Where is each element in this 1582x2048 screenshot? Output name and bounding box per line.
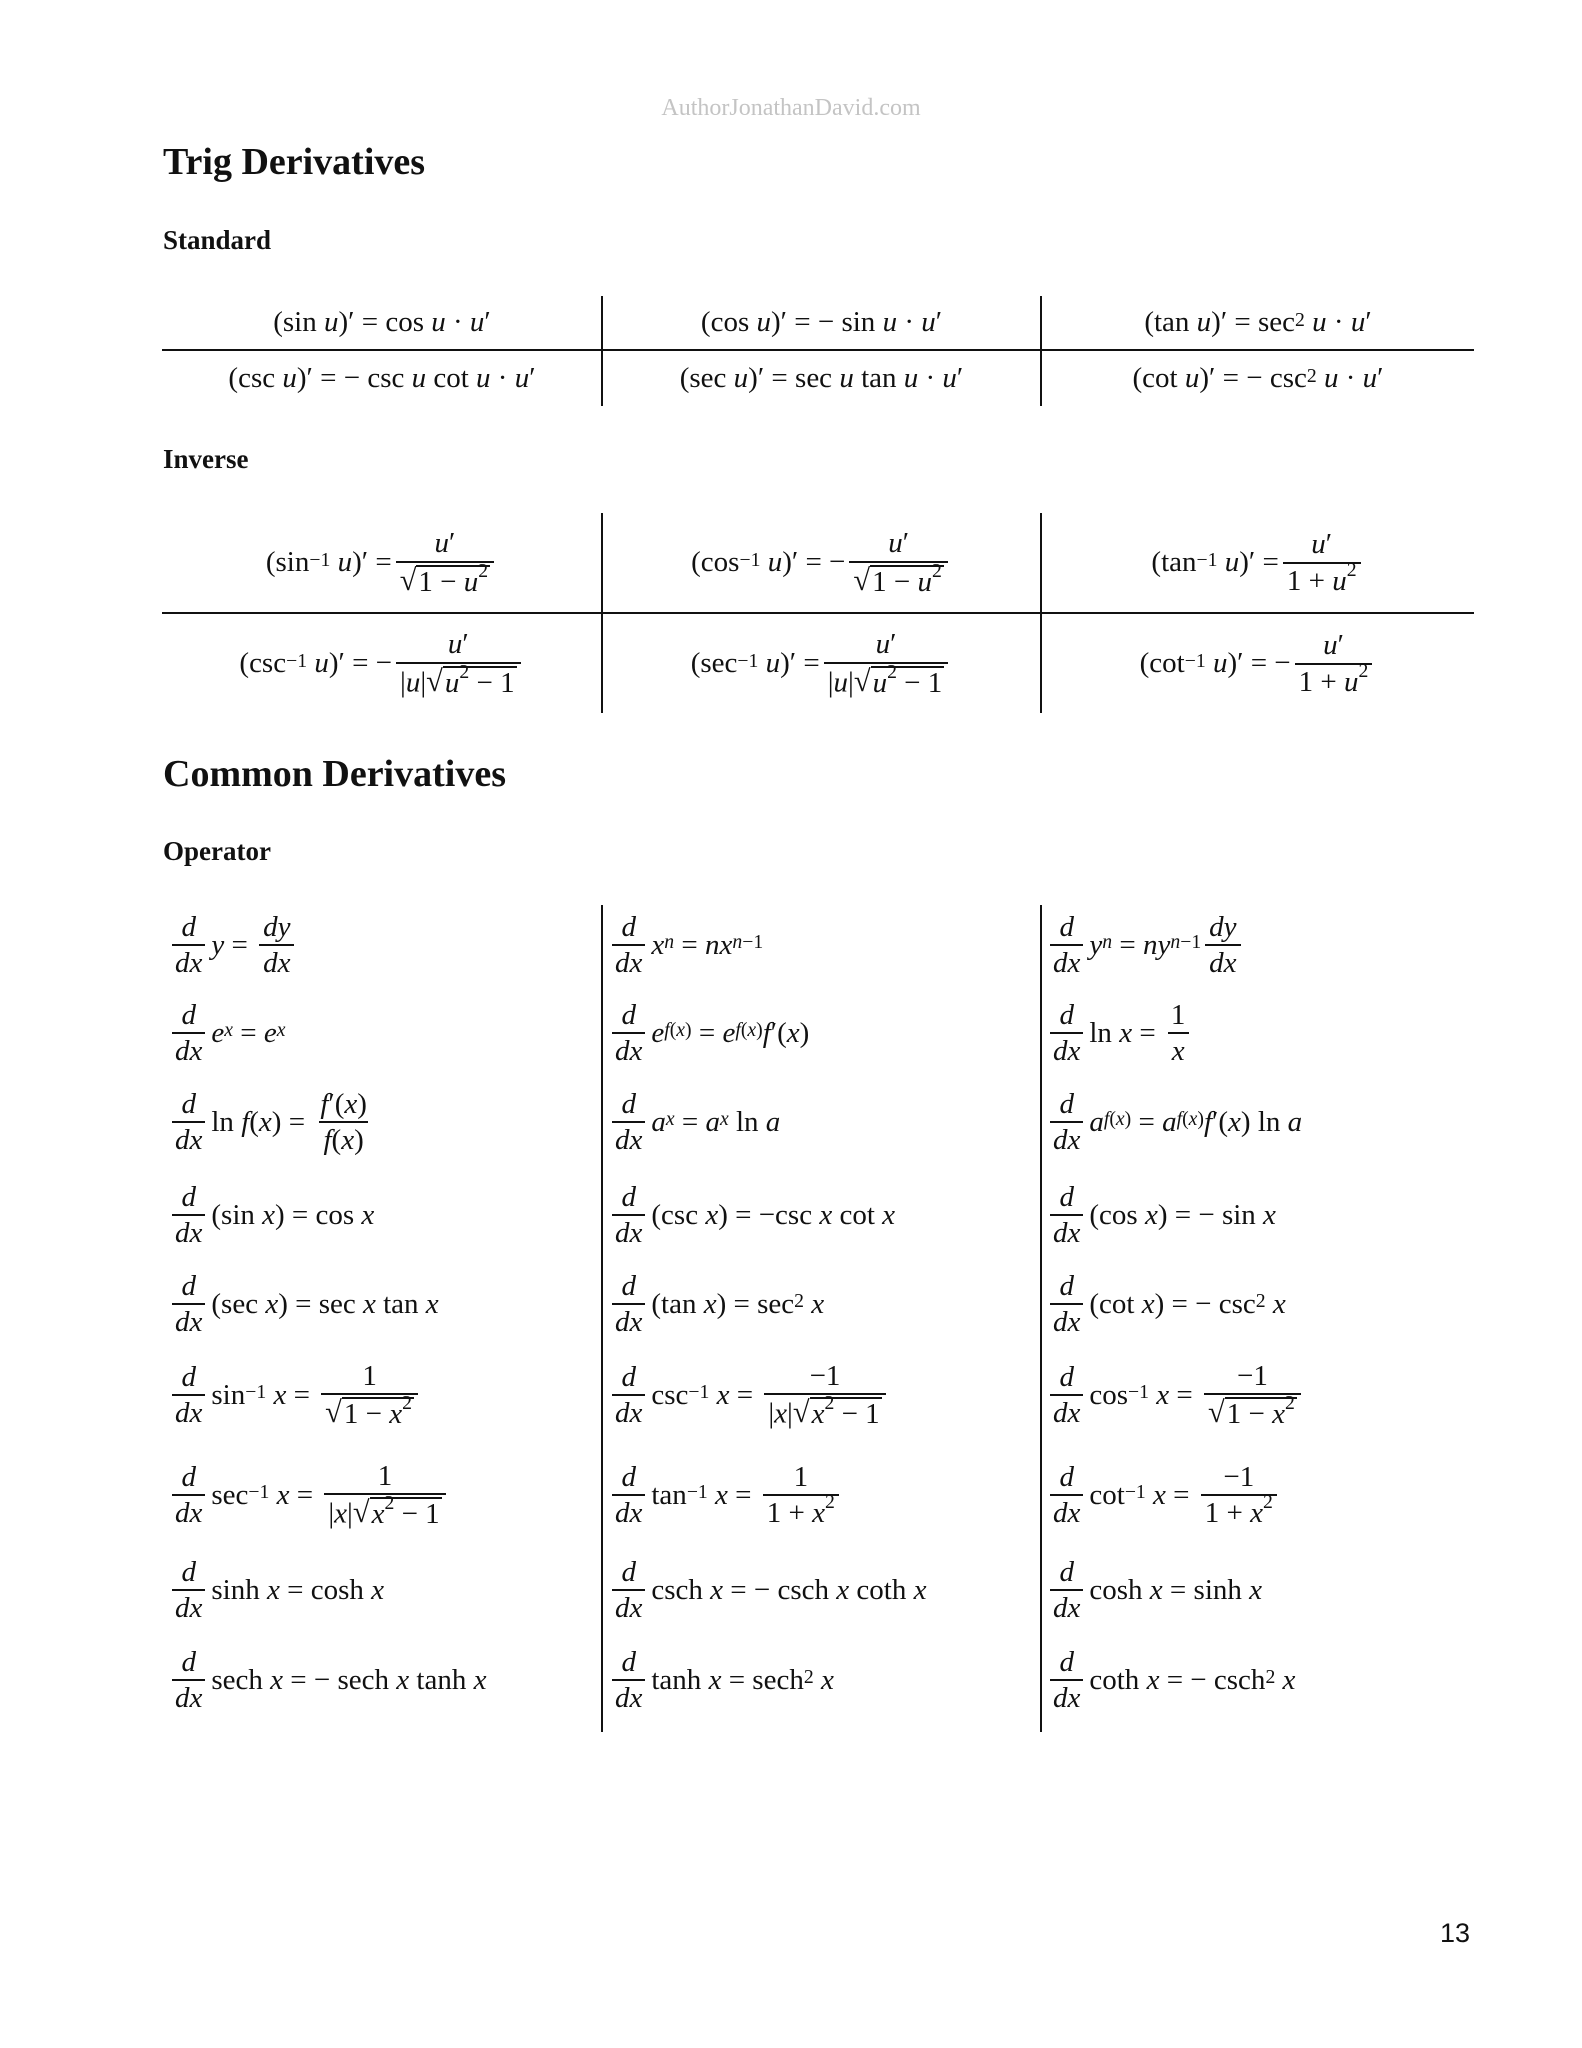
operator-formula: d dx a $^x$ = a $^x$ ln a <box>612 1080 1032 1164</box>
standard-formula: (sec u )′ = sec u tan u · u ′ <box>679 362 964 394</box>
standard-formula: (tan u )′ = sec $^2$ u · u ′ <box>1144 306 1372 338</box>
operator-formula: d dx (sec x ) = sec x tan x <box>172 1264 592 1344</box>
operator-formula: d dx e $^x$ = e $^x$ <box>172 993 592 1073</box>
column-divider <box>601 905 603 1732</box>
operator-formula: d dx csc $^{-1}$ x = −1 |x| √ $x^2 - 1$ <box>612 1350 1032 1440</box>
subsection-standard: Standard <box>163 225 272 255</box>
inverse-formula: (sec $^{-1}$ u )′ = u′ |u| √ $u^2 - 1$ <box>603 614 1040 713</box>
operator-formula: d dx tanh x = sech $^2$ x <box>612 1640 1032 1720</box>
operator-formula: d dx x $^n$ = nx $^{n -1}$ <box>612 905 1032 985</box>
inverse-formula: (cot $^{-1}$ u )′ = − u′ $1 + u^2$ <box>1042 614 1474 713</box>
watermark: AuthorJonathanDavid.com <box>661 95 921 121</box>
subsection-operator: Operator <box>163 836 271 866</box>
operator-formula: d dx (cot x ) = − csc $^2$ x <box>1050 1264 1470 1344</box>
operator-formula: d dx cos $^{-1}$ x = −1 √ $1 - x^2$ <box>1050 1350 1470 1440</box>
section-title-trig: Trig Derivatives <box>163 141 426 183</box>
standard-formula: (cot u )′ = − csc $^2$ u · u ′ <box>1132 362 1384 394</box>
section-title-common: Common Derivatives <box>163 753 506 795</box>
standard-formula: (sin u )′ = cos u · u ′ <box>273 306 491 338</box>
operator-formula: d dx sinh x = cosh x <box>172 1550 592 1630</box>
standard-formula: (csc u )′ = − csc u cot u · u ′ <box>228 362 536 394</box>
standard-formula: (cos u )′ = − sin u · u ′ <box>700 306 943 338</box>
operator-formula: d dx ln x = 1 x <box>1050 993 1470 1073</box>
operator-formula: d dx tan $^{-1}$ x = 1 $1 + x^2$ <box>612 1450 1032 1540</box>
operator-formula: d dx cot $^{-1}$ x = −1 $1 + x^2$ <box>1050 1450 1470 1540</box>
operator-formula: d dx (tan x ) = sec $^2$ x <box>612 1264 1032 1344</box>
inverse-formula: (tan $^{-1}$ u )′ = u′ $1 + u^2$ <box>1042 513 1474 612</box>
operator-formula: d dx sin $^{-1}$ x = 1 √ $1 - x^2$ <box>172 1350 592 1440</box>
operator-formula: d dx ln f ( x ) = f′(x) f(x) <box>172 1080 592 1164</box>
inverse-formula: (sin $^{-1}$ u )′ = u′ √ $1 - u^2$ <box>163 513 601 612</box>
operator-formula: d dx sech x = − sech x tanh x <box>172 1640 592 1720</box>
operator-formula: d dx coth x = − csch $^2$ x <box>1050 1640 1470 1720</box>
operator-formula: d dx csch x = − csch x coth x <box>612 1550 1032 1630</box>
operator-formula: d dx y = dy dx <box>172 905 592 985</box>
inverse-formula: (csc $^{-1}$ u )′ = − u′ |u| √ $u^2 - 1$ <box>163 614 601 713</box>
operator-formula: d dx a $^{f (x )}$ = a $^{f (x )}$ f ′( x ) ln a <box>1050 1080 1470 1164</box>
column-divider <box>1040 905 1042 1732</box>
inverse-formula: (cos $^{-1}$ u )′ = − u′ √ $1 - u^2$ <box>603 513 1040 612</box>
operator-formula: d dx sec $^{-1}$ x = 1 |x| √ $x^2 - 1$ <box>172 1450 592 1540</box>
operator-formula: d dx y $^n$ = ny $^{n -1}$ dy dx <box>1050 905 1470 985</box>
operator-formula: d dx e $^{f (x )}$ = e $^{f (x )}$ f ′( x ) <box>612 993 1032 1073</box>
operator-formula: d dx (cos x ) = − sin x <box>1050 1175 1470 1255</box>
subsection-inverse: Inverse <box>163 444 249 474</box>
operator-formula: d dx cosh x = sinh x <box>1050 1550 1470 1630</box>
operator-formula: d dx (csc x ) = −csc x cot x <box>612 1175 1032 1255</box>
operator-formula: d dx (sin x ) = cos x <box>172 1175 592 1255</box>
